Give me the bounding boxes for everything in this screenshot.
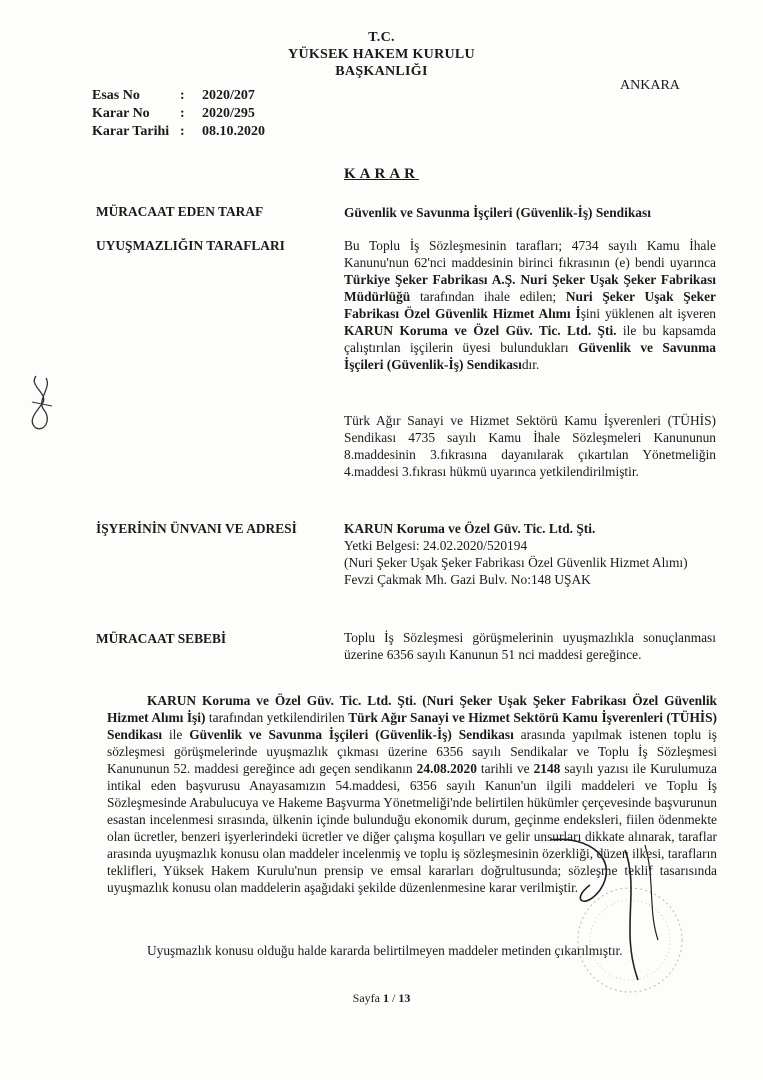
decision-paragraph: KARUN Koruma ve Özel Güv. Tic. Ltd. Şti. (Nuri Şeker Uşak Şeker Fabrikası Özel Güvenlik Hizmet Alımı İşi) tarafından yetkilendirilen Türk Ağır Sanayi ve Hizmet Sektörü Kamu İşverenleri (TÜHİS) Sendikası ile Güvenlik ve Savunma İşçileri (Güvenlik-İş) Sendikası arasında yapılmak istenen toplu iş sözleşmesi görüşmelerinde uyuşmazlık çıkması üzerine 6356 sayılı Sendikalar ve Toplu İş Sözleşmesi Kanununun 52. maddesi gereğince adı geçen sendikanın 24.08.2020 tarihli ve 2148 sayılı yazısı ile Kurulumuza intikal eden başvurusu Anayasamızın 54.maddesi, 6356 sayılı Kanun'un ilgili maddeleri ve Toplu İş Sözleşmesinde Arabulucuya ve Hakeme Başvurma Yönetmeliği'nde belirtilen hükümler çerçevesinde başvurunun esastan incelenmesi sırasında, ülkenin içinde bulunduğu ekonomik durum, geçinme endeksleri, fiilen ödenmekte olan ücretler, benzeri işyerlerindeki ücretler ve diğer çalışma koşulları ve gelir unsurları dikkate alınarak, taraflar arasında uyuşmazlık konusu olan maddeler incelenmiş ve toplu iş sözleşmesinin özerkliği, düzen ilkesi, tarafların teklifleri, Yüksek Hakem Kurulu'nun prensip ve emsal kararları doğrultusunda; sözleşme teklif tasarısında uyuşmazlık konusu olan maddelerin aşağıdaki şekilde düzenlenmesine karar verilmiştir. — [107, 693, 717, 895]
page-number: Sayfa 1 / 13 — [352, 991, 411, 1005]
employer-name: KARUN Koruma ve Özel Güv. Tic. Ltd. Şti. — [344, 521, 596, 536]
value-isyeri — [344, 520, 716, 588]
workplace-desc: (Nuri Şeker Uşak Şeker Fabrikası Özel Güvenlik Hizmet Alımı) — [344, 555, 688, 570]
value-muracaat: Güvenlik ve Savunma İşçileri (Güvenlik-İş) Sendikası — [344, 205, 651, 220]
label-taraflar: UYUŞMAZLIĞIN TARAFLARI — [96, 238, 285, 253]
value-taraflar-p2: Türk Ağır Sanayi ve Hizmet Sektörü Kamu İşverenleri (TÜHİS) Sendikası 4735 sayılı Kamu İhale Sözleşmeleri Kanununun 8.maddesinin 3.fıkrasına dayanılarak çıkartılan Yönetmeliğin 4.maddesi 3.fıkrası hükmü uyarınca yetkilendirilmiştir. — [344, 413, 716, 479]
value-taraflar-p1: Bu Toplu İş Sözleşmesinin tarafları; 4734 sayılı Kamu İhale Kanunu'nun 62'nci maddesinin birinci fıkrasının (e) bendi uyarınca Türkiye Şeker Fabrikası A.Ş. Nuri Şeker Uşak Şeker Fabrikası Müdürlüğü tarafından ihale edilen; Nuri Şeker Uşak Şeker Fabrikası Özel Güvenlik Hizmet Alımı İşini yüklenen alt işveren KARUN Koruma ve Özel Güv. Tic. Ltd. Şti. ile bu kapsamda çalıştırılan işçilerin üyesi bulundukları Güvenlik ve Savunma İşçileri (Güvenlik-İş) Sendikasıdır. — [344, 238, 716, 372]
signature-paraph — [22, 372, 62, 432]
label-sebep: MÜRACAAT SEBEBİ — [96, 631, 227, 646]
header-tc: T.C. — [368, 30, 395, 45]
case-meta — [92, 87, 265, 141]
label-isyeri: İŞYERİNİN ÜNVANI VE ADRESİ — [96, 521, 297, 536]
header-presidency: BAŞKANLIĞI — [335, 64, 428, 79]
document-title: KARAR — [344, 166, 419, 182]
city: ANKARA — [620, 78, 680, 93]
label-muracaat: MÜRACAAT EDEN TARAF — [96, 204, 264, 219]
closing-sentence: Uyuşmazlık konusu olduğu halde kararda belirtilmeyen maddeler metinden çıkarılmıştır. — [147, 943, 623, 958]
meta-esas: Esas No : 2020/207 — [92, 88, 255, 103]
official-stamp — [530, 830, 710, 1000]
meta-karar-tarihi: Karar Tarihi : 08.10.2020 — [92, 124, 265, 139]
authorization-doc: Yetki Belgesi: 24.02.2020/520194 — [344, 538, 528, 553]
header-institution: YÜKSEK HAKEM KURULU — [288, 47, 475, 62]
meta-karar-no: Karar No : 2020/295 — [92, 106, 255, 121]
value-sebep: Toplu İş Sözleşmesi görüşmelerinin uyuşmazlıkla sonuçlanması üzerine 6356 sayılı Kanunun 51 nci maddesi gereğince. — [344, 630, 716, 662]
workplace-address: Fevzi Çakmak Mh. Gazi Bulv. No:148 UŞAK — [344, 572, 591, 587]
